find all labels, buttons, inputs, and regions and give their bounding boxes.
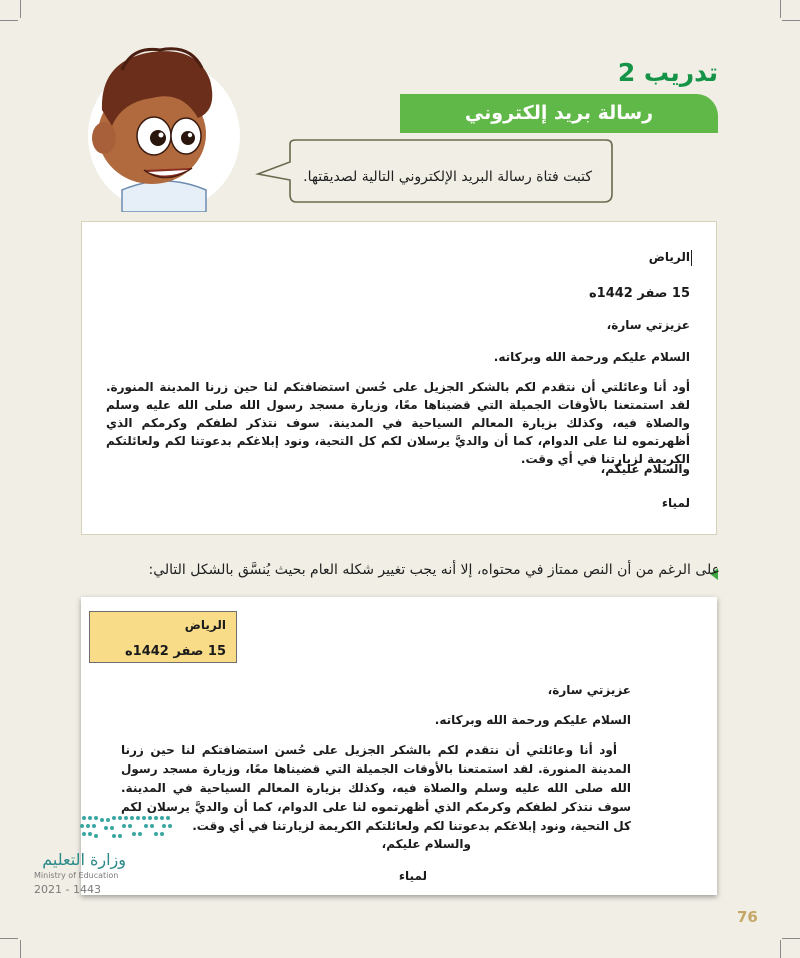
letter-closing: والسلام عليكم، xyxy=(600,462,690,476)
instruction-text: على الرغم من أن النص ممتاز في محتواه، إلا أنه يجب تغيير شكله العام بحيث يُنسَّق بالشكل التالي: xyxy=(148,562,720,578)
formatted-date: 15 صفر 1442ه xyxy=(124,644,226,659)
formatted-signature: لمياء xyxy=(398,869,427,883)
crop-mark xyxy=(20,940,21,958)
topic-banner: رسالة بريد إلكتروني xyxy=(400,94,718,133)
boy-character-illustration xyxy=(82,40,244,212)
crop-mark xyxy=(0,938,18,939)
formatted-closing: والسلام عليكم، xyxy=(381,837,471,851)
text-cursor xyxy=(691,250,692,266)
formatted-letter xyxy=(81,597,717,895)
formatted-body: أود أنا وعائلتي أن نتقدم لكم بالشكر الجزيل على حُسن استضافتكم لنا حين زرنا المدينة المنورة. لقد استمتعنا بالأوقات الجميلة التي قضيناها معًا، وزيارة مسجد رسول الله صلى الله عليه وسلم والصلاة فيه، وكذلك بزيارة المعالم السياحية في المدينة. سوف نتذكر لطفكم وكرمكم الذي أظهرتموه لنا على الدوام، كما أن والديَّ يرسلان لكم كل التحية، ونود إبلاغكم بدعوتنا لكم ولعائلتكم الكريمة لزيارتنا في أي وقت. xyxy=(121,743,631,833)
original-letter xyxy=(81,221,717,535)
formatted-city: الرياض xyxy=(184,618,226,632)
formatted-salam: السلام عليكم ورحمة الله وبركاته. xyxy=(434,713,631,727)
letter-city: الرياض xyxy=(648,250,690,264)
exercise-title: تدريب 2 xyxy=(617,58,718,87)
ministry-year: 2021 - 1443 xyxy=(34,883,101,896)
crop-mark xyxy=(20,0,21,18)
ministry-name-arabic: وزارة التعليم xyxy=(42,850,126,869)
page-number: 76 xyxy=(737,908,758,926)
crop-mark xyxy=(782,938,800,939)
letter-signature: لمياء xyxy=(661,496,690,510)
crop-mark xyxy=(780,0,781,18)
formatted-greeting: عزيزتي سارة، xyxy=(547,683,631,697)
letter-date: 15 صفر 1442ه xyxy=(588,286,690,301)
bubble-text: كتبت فتاة رسالة البريد الإلكتروني التالية لصديقتها. xyxy=(303,169,592,185)
letter-body: أود أنا وعائلتي أن نتقدم لكم بالشكر الجزيل على حُسن استضافتكم لنا حين زرنا المدينة المنورة. لقد استمتعنا بالأوقات الجميلة التي قضيناها معًا، وزيارة مسجد رسول الله صلى الله عليه وسلم والصلاة فيه، وكذلك بزيارة المعالم السياحية في المدينة. سوف نتذكر لطفكم وكرمكم الذي أظهرتموه لنا على الدوام، كما أن والديَّ يرسلان لكم كل التحية، ونود إبلاغكم بدعوتنا لكم ولعائلتكم الكريمة لزيارتنا في أي وقت. xyxy=(106,380,690,466)
crop-mark xyxy=(0,20,18,21)
address-box xyxy=(89,611,237,663)
letter-salam: السلام عليكم ورحمة الله وبركاته. xyxy=(493,350,690,364)
ministry-name-english: Ministry of Education xyxy=(34,871,119,880)
letter-greeting: عزيزتي سارة، xyxy=(606,318,690,332)
crop-mark xyxy=(782,20,800,21)
crop-mark xyxy=(780,940,781,958)
